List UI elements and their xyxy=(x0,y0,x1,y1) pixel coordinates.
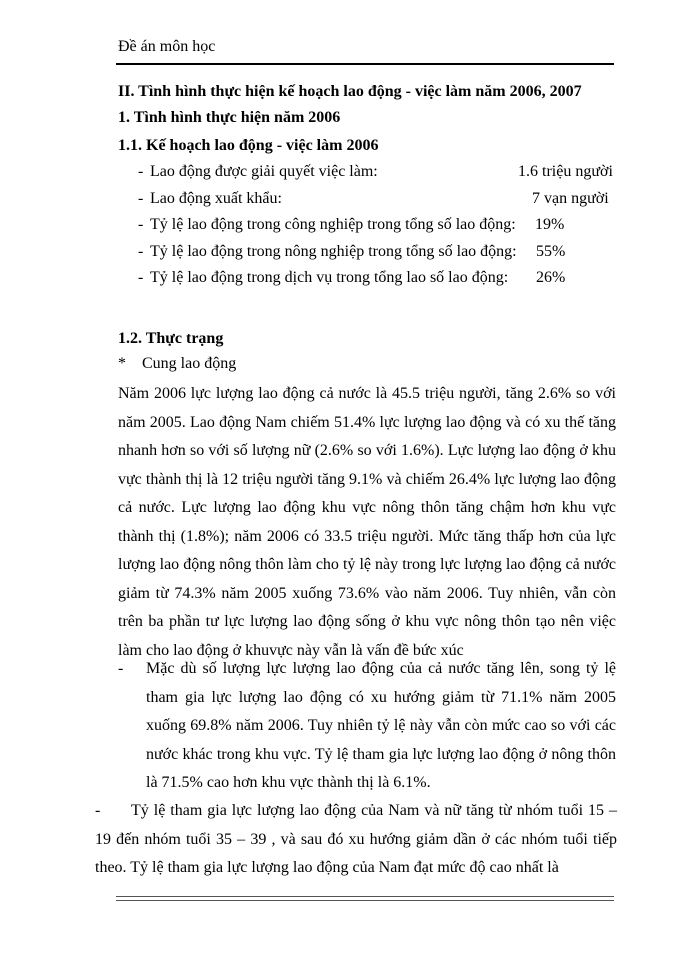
plan-item xyxy=(138,216,618,243)
labor-supply-label: Cung lao động xyxy=(142,355,237,372)
plan-item xyxy=(138,243,618,270)
bullet-dash: - xyxy=(138,242,144,260)
plan-item-label: Lao động xuất khẩu: xyxy=(150,189,282,207)
bullet-dash: - xyxy=(95,802,101,819)
paragraph-age-groups-text: Tỷ lệ tham gia lực lượng lao động của Nam và nữ tăng từ nhóm tuổi 15 – 19 đến nhóm tuổi 35 – 39 , và sau đó xu hướng giảm dần ở các nhóm tuổi tiếp theo. Tỷ lệ tham gia lực lượng lao động của Nam đạt mức độ cao nhất là xyxy=(95,802,617,876)
labor-supply-subheading xyxy=(118,355,236,373)
subsection-heading-1-1: 1.1. Kế hoạch lao động - việc làm 2006 xyxy=(118,137,379,154)
plan-list xyxy=(138,163,618,296)
plan-item-value: 55% xyxy=(536,242,566,260)
bullet-dash: - xyxy=(138,216,144,233)
asterisk-marker: * xyxy=(118,355,126,372)
subsection-heading-1: 1. Tình hình thực hiện năm 2006 xyxy=(118,109,341,126)
paragraph-age-groups xyxy=(95,797,617,883)
footer-rule xyxy=(116,896,614,901)
plan-item xyxy=(138,163,618,190)
paragraph-participation-rate-text: Mặc dù số lượng lực lượng lao động của cả nước tăng lên, song tỷ lệ tham gia lực lượng lao động có xu hướng giảm từ 71.1% năm 2005 xuống 69.8% năm 2006. Tuy nhiên tỷ lệ này vẫn còn mức cao so với các nước khác trong khu vực. Tỷ lệ tham gia lực lượng lao động ở nông thôn là 71.5% cao hơn khu vực thành thị là 6.1%. xyxy=(146,660,616,791)
subsection-heading-1-2: 1.2. Thực trạng xyxy=(118,330,224,347)
bullet-dash: - xyxy=(118,660,124,677)
page-header: Đề án môn học xyxy=(118,38,216,55)
paragraph-labor-force: Năm 2006 lực lượng lao động cả nước là 45.5 triệu người, tăng 2.6% so với năm 2005. Lao động Nam chiếm 51.4% lực lượng lao động và có xu thế tăng nhanh hơn so với số lượng nữ (2.6% so với 1.6%). Lực lượng lao động ở khu vực thành thị là 12 triệu người tăng 9.1% và chiếm 26.4% lực lượng lao động cả nước. Lực lượng lao động khu vực nông thôn tăng chậm hơn khu vực thành thị (1.8%); năm 2006 có 33.5 triệu người. Mức tăng thấp hơn của lực lượng lao động nông thôn làm cho tỷ lệ này trong lực lượng lao động cả nước giảm từ 74.3% năm 2005 xuống 73.6% vào năm 2006. Tuy nhiên, vẫn còn trên ba phần tư lực lượng lao động sống ở khu vực nông thôn tạo nên việc làm cho lao động ở khuvực này vẫn là vấn đề bức xúc xyxy=(118,385,616,659)
header-rule xyxy=(116,63,614,65)
plan-item-value: 26% xyxy=(536,269,566,286)
plan-item-value: 1.6 triệu người xyxy=(518,163,613,180)
bullet-dash: - xyxy=(138,189,144,207)
plan-item xyxy=(138,269,618,296)
plan-item xyxy=(138,190,618,217)
plan-item-value: 19% xyxy=(535,216,565,233)
plan-item-label: Lao động được giải quyết việc làm: xyxy=(150,163,378,180)
plan-item-label: Tỷ lệ lao động trong dịch vụ trong tổng lao số lao động: xyxy=(150,269,509,286)
plan-item-value: 7 vạn người xyxy=(532,189,609,207)
bullet-dash: - xyxy=(138,269,144,286)
plan-item-label: Tỷ lệ lao động trong công nghiệp trong tổng số lao động: xyxy=(150,216,516,233)
bullet-dash: - xyxy=(138,163,144,180)
section-heading: II. Tình hình thực hiện kế hoạch lao động - việc làm năm 2006, 2007 xyxy=(118,83,582,100)
plan-item-label: Tỷ lệ lao động trong nông nghiệp trong tổng số lao động: xyxy=(150,242,517,260)
